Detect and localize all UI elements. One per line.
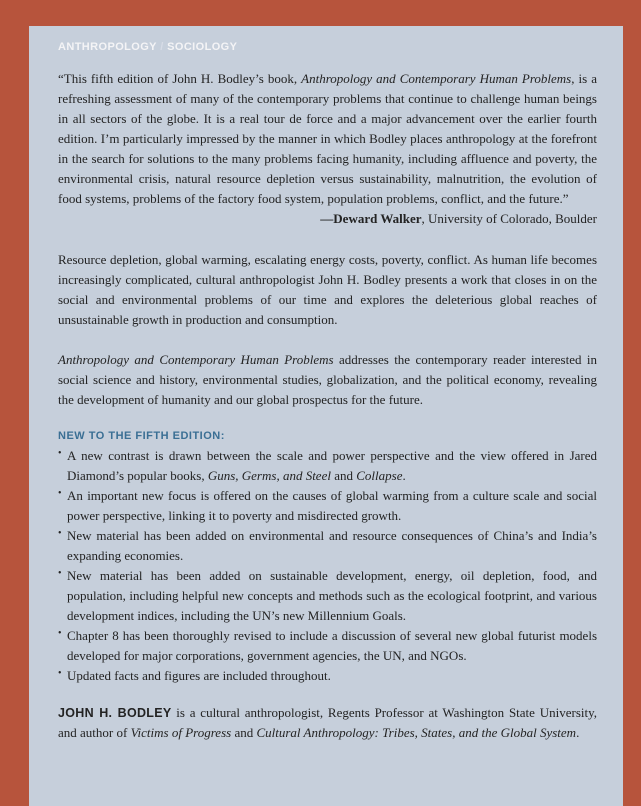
quote-attribution [58, 209, 597, 229]
bullet-1-end: . [402, 468, 406, 483]
list-item [58, 526, 597, 566]
bio-text-2: and [231, 725, 257, 740]
bio-title-2: Cultural Anthropology: Tribes, States, and the Global System [256, 725, 577, 740]
category-anthropology: ANTHROPOLOGY [58, 41, 157, 53]
bullet-icon: • [58, 488, 62, 499]
new-edition-heading: NEW TO THE FIFTH EDITION: [58, 430, 225, 442]
quote-book-title: Anthropology and Contemporary Human Problems [301, 71, 572, 86]
list-item [58, 666, 597, 686]
bullet-icon: • [58, 568, 62, 579]
new-features-list [58, 446, 597, 686]
list-item [58, 446, 597, 486]
bullet-icon: • [58, 448, 62, 459]
description-paragraph-1: Resource depletion, global warming, escalating energy costs, poverty, conflict. As human life becomes increasingly complicated, cultural anthropologist John H. Bodley presents a work that closes in on the social and environmental problems of our time and explores the deleterious global reaches of unsustainable growth in production and consumption. [58, 252, 597, 327]
author-name: JOHN H. BODLEY [58, 706, 172, 720]
category-separator: / [160, 41, 164, 53]
bullet-3-text: New material has been added on environmental and resource consequences of China’s and India’s expanding economies. [67, 528, 597, 563]
bullet-1-text: A new contrast is drawn between the scale and power perspective and the view offered in Jared Diamond’s popular books, [67, 448, 597, 483]
paragraph-2-body: addresses the contemporary reader interested in social science and history, environmental studies, globalization, and the political economy, revealing the development of humanity and our global prospectus for the future. [58, 352, 597, 407]
category-sociology: SOCIOLOGY [167, 41, 238, 53]
bio-title-1: Victims of Progress [130, 725, 232, 740]
bullet-icon: • [58, 668, 62, 679]
bullet-1-text-2: and [330, 468, 357, 483]
paragraph-book-title: Anthropology and Contemporary Human Problems [58, 352, 334, 367]
bullet-4-text: New material has been added on sustainable development, energy, oil depletion, food, and population, including helpful new concepts and methods such as the ecological footprint, and various development indices, including the UN’s new Millennium Goals. [67, 568, 597, 623]
list-item [58, 486, 597, 526]
quote-body: , is a refreshing assessment of many of the contemporary problems that continue to challenge human beings in all sectors of the globe. It is a real tour de force and a major advancement over the earlier fourth edition. I’m particularly impressed by the manner in which Bodley places anthropology at the forefront in the search for solutions to the many problems facing humanity, including affluence and poverty, the environmental crisis, natural resource depletion versus sustainability, malnutrition, the evolution of food systems, problems of the factory food system, population problems, conflict, and the future.” [58, 71, 597, 206]
bullet-icon: • [58, 528, 62, 539]
list-item [58, 626, 597, 666]
bio-text: is a cultural anthropologist, Regents Professor at Washington State University, and author of [58, 705, 598, 740]
back-cover-panel [29, 26, 623, 806]
bio-end: . [576, 725, 580, 740]
quote-open: “This fifth edition of John H. Bodley’s book, [58, 71, 302, 86]
bullet-icon: • [58, 628, 62, 639]
list-item [58, 566, 597, 626]
bullet-6-text: Updated facts and figures are included throughout. [67, 668, 331, 683]
description-paragraph-2 [58, 350, 597, 410]
bullet-5-text: Chapter 8 has been thoroughly revised to include a discussion of several new global futurist models developed for major corporations, government agencies, the UN, and NGOs. [67, 628, 597, 663]
bullet-2-text: An important new focus is offered on the causes of global warming from a culture scale and social power perspective, linking it to poverty and misdirected growth. [67, 488, 597, 523]
bullet-1-title-2: Collapse [356, 468, 403, 483]
quote-affiliation: , University of Colorado, Boulder [421, 211, 597, 226]
quote-author: —Deward Walker [320, 211, 422, 226]
author-bio [58, 703, 597, 743]
category-label [58, 41, 597, 53]
endorsement-quote [58, 69, 597, 209]
bullet-1-title-1: Guns, Germs, and Steel [207, 468, 331, 483]
